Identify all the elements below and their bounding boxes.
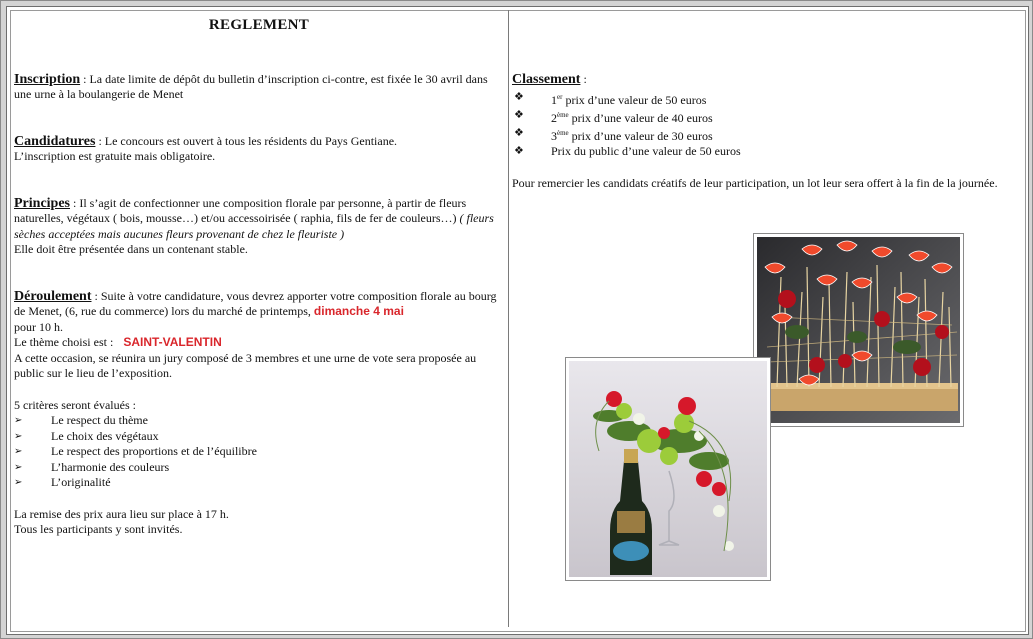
- arrow-bullet-icon: ➢: [14, 477, 23, 488]
- arrow-bullet-icon: ➢: [14, 430, 23, 442]
- theme-label: Le thème choisi est :: [14, 335, 114, 349]
- classement-colon: :: [580, 72, 587, 86]
- diamond-bullet-icon: ❖: [514, 108, 524, 121]
- deroulement-text-3: A cette occasion, se réunira un jury composé de 3 membres et une urne de vote sera proposée au public sur le lieu de l’exposition.: [14, 350, 477, 380]
- arrow-bullet-icon: ➢: [14, 461, 23, 473]
- arrow-bullet-icon: ➢: [14, 415, 23, 426]
- principes-italic-note: ( fleurs sèches acceptées mais aucunes fleurs provenant de chez le fleuriste ): [14, 211, 494, 241]
- candidatures-text-1: : Le concours est ouvert à tous les résidents du Pays Gentiane.: [95, 133, 398, 148]
- principes-section: [14, 196, 504, 258]
- remise-line-2: Tous les participants y sont invités.: [14, 522, 183, 536]
- principes-heading: Principes: [14, 195, 70, 211]
- principes-text-2: Elle doit être présentée dans un contenant stable.: [14, 242, 248, 256]
- left-column: [14, 18, 504, 538]
- theme-value: SAINT-VALENTIN: [123, 335, 222, 349]
- arrow-bullet-icon: ➢: [14, 446, 23, 457]
- candidatures-text-2: L’inscription est gratuite mais obligatoire.: [14, 149, 216, 163]
- list-item: ➢ L’harmonie des couleurs: [14, 459, 170, 474]
- list-item: ❖ 3ème prix d’une valeur de 30 euros: [514, 126, 713, 143]
- classement-section: [512, 72, 1012, 88]
- inscription-section: [14, 72, 504, 103]
- champagne-bouquet-illustration: [569, 361, 767, 577]
- principes-text-1: : Il s’agit de confectionner une composition florale par personne, à partir de fleurs naturelles, végétaux ( bois, mousse…) et/ou accessoirisée ( raphia, fils de fer de couleurs…): [14, 195, 467, 225]
- deroulement-text-1: : Suite à votre candidature, vous devrez apporter votre composition florale au bourg de Menet, (6, rue du commerce) lors du marché de printemps,: [14, 288, 497, 318]
- list-item: ➢ L’originalité: [14, 475, 111, 489]
- list-item: ❖ 2ème prix d’une valeur de 40 euros: [514, 108, 713, 125]
- criteres-list: [14, 413, 504, 491]
- list-item: ➢ Le respect du thème: [14, 413, 148, 427]
- deroulement-section: [14, 289, 504, 382]
- inscription-heading: Inscription: [14, 71, 81, 87]
- inscription-text: : La date limite de dépôt du bulletin d’inscription ci-contre, est fixée le 30 avril dans une urne à la boulangerie de Menet: [14, 71, 488, 101]
- list-item: ➢ Le respect des proportions et de l’équilibre: [14, 444, 257, 458]
- deroulement-text-2: pour 10 h.: [14, 319, 63, 334]
- diamond-bullet-icon: ❖: [514, 90, 524, 103]
- diamond-bullet-icon: ❖: [514, 126, 524, 139]
- right-column: [512, 72, 1012, 191]
- column-divider: [508, 10, 509, 627]
- candidatures-heading: Candidatures: [14, 133, 96, 149]
- list-item: ❖ 1er prix d’une valeur de 50 euros: [514, 90, 707, 107]
- classement-heading: Classement: [512, 72, 581, 87]
- remise-section: [14, 507, 504, 538]
- deroulement-heading: Déroulement: [14, 288, 92, 304]
- prizes-list: [512, 90, 1012, 162]
- lips-arrangement-illustration: [757, 237, 960, 423]
- remise-line-1: La remise des prix aura lieu sur place à 17 h.: [14, 506, 229, 521]
- criteres-intro: 5 critères seront évalués :: [14, 397, 136, 412]
- champagne-bottle-bouquet-icon: [565, 357, 771, 581]
- classement-note: Pour remercier les candidats créatifs de leur participation, un lot leur sera offert à la fin de la journée.: [512, 175, 998, 190]
- list-item: ❖ Prix du public d’une valeur de 50 euros: [512, 144, 1012, 162]
- candidatures-section: [14, 134, 504, 165]
- event-date: dimanche 4 mai: [313, 304, 404, 318]
- diamond-bullet-icon: ❖: [514, 144, 524, 157]
- red-lips-floral-arrangement-icon: [753, 233, 964, 427]
- page-title: REGLEMENT: [208, 17, 310, 33]
- list-item: ➢ Le choix des végétaux: [14, 428, 159, 443]
